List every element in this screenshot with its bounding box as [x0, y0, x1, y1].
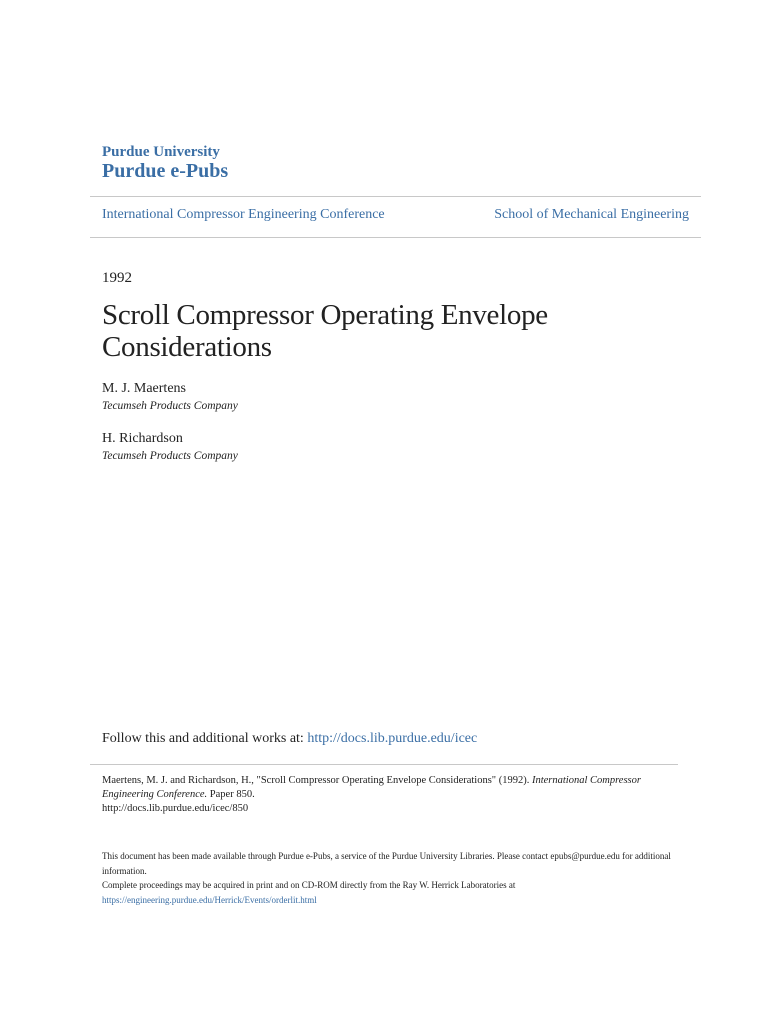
paper-title-line2: Considerations [102, 331, 272, 363]
paper-title [102, 299, 662, 363]
author-name: H. Richardson [102, 431, 183, 446]
notice-line2 [102, 878, 672, 907]
citation-divider [90, 764, 678, 765]
conference-link[interactable]: International Compressor Engineering Conference [102, 207, 385, 222]
header-divider-top [90, 196, 701, 197]
publication-year: 1992 [102, 270, 132, 286]
follow-url-link[interactable]: http://docs.lib.purdue.edu/icec [307, 731, 478, 746]
repository-name[interactable]: Purdue e-Pubs [102, 160, 229, 182]
follow-line [102, 731, 477, 747]
citation-journal: International Compressor Engineering Conference. [102, 775, 641, 800]
citation-suffix: Paper 850. [207, 789, 255, 800]
author-affiliation: Tecumseh Products Company [102, 450, 238, 462]
citation-prefix: Maertens, M. J. and Richardson, H., "Scroll Compressor Operating Envelope Considerations" (1992). [102, 775, 532, 786]
citation-url[interactable]: http://docs.lib.purdue.edu/icec/850 [102, 803, 249, 814]
university-name[interactable]: Purdue University [102, 144, 220, 160]
notice-line1: This document has been made available through Purdue e-Pubs, a service of the Purdue University Libraries. Please contact epubs@purdue.edu for additional information. [102, 851, 671, 876]
citation-block [102, 774, 662, 816]
header-divider-bottom [90, 237, 701, 238]
herrick-url-link[interactable]: https://engineering.purdue.edu/Herrick/Events/orderlit.html [102, 894, 317, 905]
author-affiliation: Tecumseh Products Company [102, 400, 238, 412]
paper-title-line1: Scroll Compressor Operating Envelope [102, 299, 548, 331]
follow-text: Follow this and additional works at: [102, 731, 308, 746]
notice-block [102, 849, 672, 907]
author-name: M. J. Maertens [102, 381, 186, 396]
notice-line2-text: Complete proceedings may be acquired in print and on CD-ROM directly from the Ray W. Herrick Laboratories at [102, 880, 516, 890]
school-link[interactable]: School of Mechanical Engineering [494, 207, 689, 222]
